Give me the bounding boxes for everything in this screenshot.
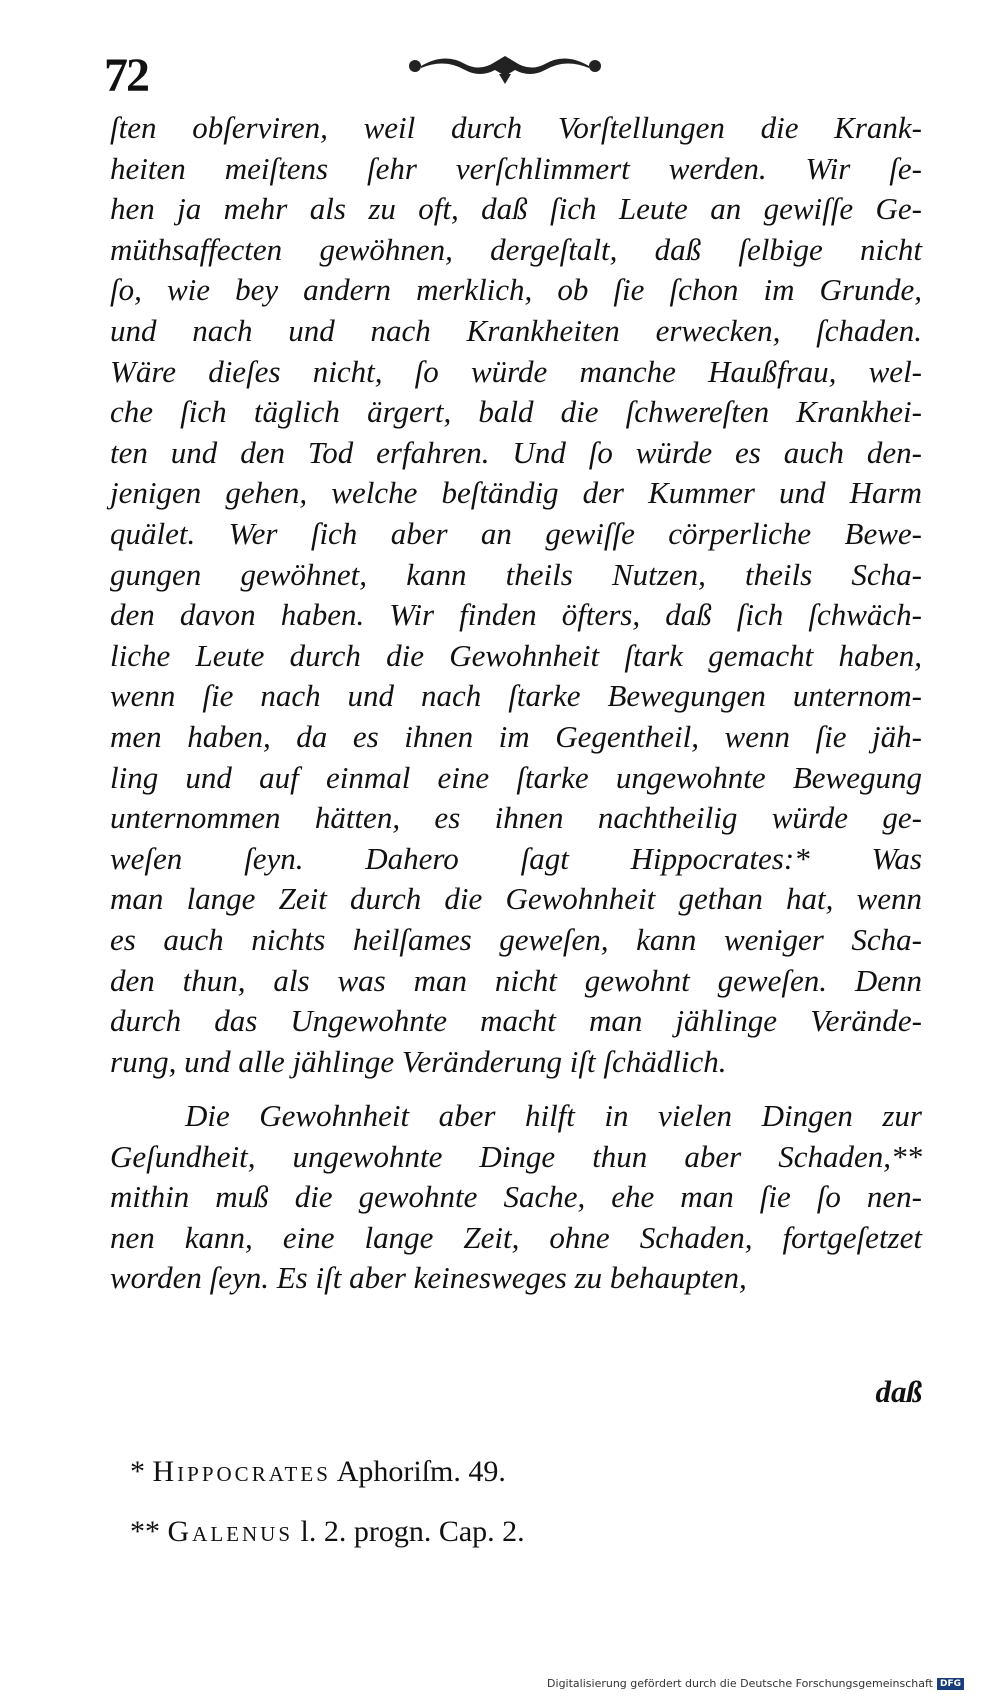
footnote-2 bbox=[130, 1512, 525, 1552]
text-line: Wäre dieſes nicht, ſo würde manche Haußfrau, wel- bbox=[110, 353, 922, 389]
page-number: 72 bbox=[104, 49, 148, 102]
text-line: gungen gewöhnet, kann theils Nutzen, theils Scha- bbox=[110, 556, 922, 592]
text-line: rung, und alle jählinge Veränderung iſt ſchädlich. bbox=[110, 1043, 727, 1079]
text-line: man lange Zeit durch die Gewohnheit gethan hat, wenn bbox=[110, 881, 922, 917]
footnote-mark: * bbox=[130, 1455, 145, 1488]
text-line: hen ja mehr als zu oft, daß ſich Leute an gewiſſe Ge- bbox=[110, 191, 922, 227]
credit-text: Digitalisierung gefördert durch die Deutsche Forschungsgemeinschaft bbox=[547, 1677, 933, 1690]
text-line: mithin muß die gewohnte Sache, ehe man ſie ſo nen- bbox=[110, 1179, 922, 1215]
footnote-mark: ** bbox=[130, 1515, 160, 1548]
text-line: den davon haben. Wir finden öfters, daß ſich ſchwäch- bbox=[110, 597, 922, 633]
footnote-reference: Aphoriſm. 49. bbox=[336, 1455, 506, 1488]
text-line: men haben, da es ihnen im Gegentheil, wenn ſie jäh- bbox=[110, 719, 922, 754]
footnote-author: Galenus bbox=[167, 1515, 293, 1548]
ornament-icon bbox=[405, 44, 605, 86]
text-line: quälet. Wer ſich aber an gewiſſe cörperliche Bewe- bbox=[110, 516, 922, 551]
text-line: Geſundheit, ungewohnte Dinge thun aber Schaden,** bbox=[110, 1138, 922, 1174]
text-line: und nach und nach Krankheiten erwecken, ſchaden. bbox=[110, 313, 922, 348]
text-line: durch das Ungewohnte macht man jählinge Verände- bbox=[110, 1003, 922, 1039]
footnote-author: Hippocrates bbox=[152, 1455, 331, 1488]
text-line: ſo, wie bey andern merklich, ob ſie ſchon im Grunde, bbox=[110, 272, 922, 308]
dfg-logo: DFG bbox=[937, 1678, 964, 1690]
text-line: ling und auf einmal eine ſtarke ungewohnte Bewegung bbox=[110, 759, 922, 795]
text-line: che ſich täglich ärgert, bald die ſchwereſten Krankhei- bbox=[110, 394, 922, 430]
footnote-1 bbox=[130, 1452, 506, 1492]
catchword: daß bbox=[875, 1374, 922, 1409]
text-line: unternommen hätten, es ihnen nachtheilig würde ge- bbox=[110, 800, 922, 836]
text-line: den thun, als was man nicht gewohnt geweſen. Denn bbox=[110, 962, 922, 998]
text-line: weſen ſeyn. Dahero ſagt Hippocrates:* Was bbox=[110, 840, 922, 876]
text-line: liche Leute durch die Gewohnheit ſtark gemacht haben, bbox=[110, 637, 922, 673]
digitization-credit bbox=[547, 1677, 964, 1690]
text-line: ten und den Tod erfahren. Und ſo würde es auch den- bbox=[110, 434, 922, 470]
text-line: müthsaffecten gewöhnen, dergeſtalt, daß ſelbige nicht bbox=[110, 231, 922, 267]
text-line: jenigen gehen, welche beſtändig der Kummer und Harm bbox=[110, 475, 922, 511]
text-line: ſten obſerviren, weil durch Vorſtellungen die Krank- bbox=[110, 110, 922, 145]
text-line: es auch nichts heilſames geweſen, kann weniger Scha- bbox=[110, 922, 922, 957]
text-line: Die Gewohnheit aber hilft in vielen Dingen zur bbox=[185, 1098, 922, 1133]
text-line: wenn ſie nach und nach ſtarke Bewegungen unternom- bbox=[110, 678, 922, 714]
text-line: worden ſeyn. Es iſt aber keinesweges zu behaupten, bbox=[110, 1260, 747, 1296]
text-line: nen kann, eine lange Zeit, ohne Schaden, fortgeſetzet bbox=[110, 1219, 922, 1255]
text-line: heiten meiſtens ſehr verſchlimmert werden. Wir ſe- bbox=[110, 150, 922, 186]
footnote-reference: l. 2. progn. Cap. 2. bbox=[300, 1515, 525, 1548]
